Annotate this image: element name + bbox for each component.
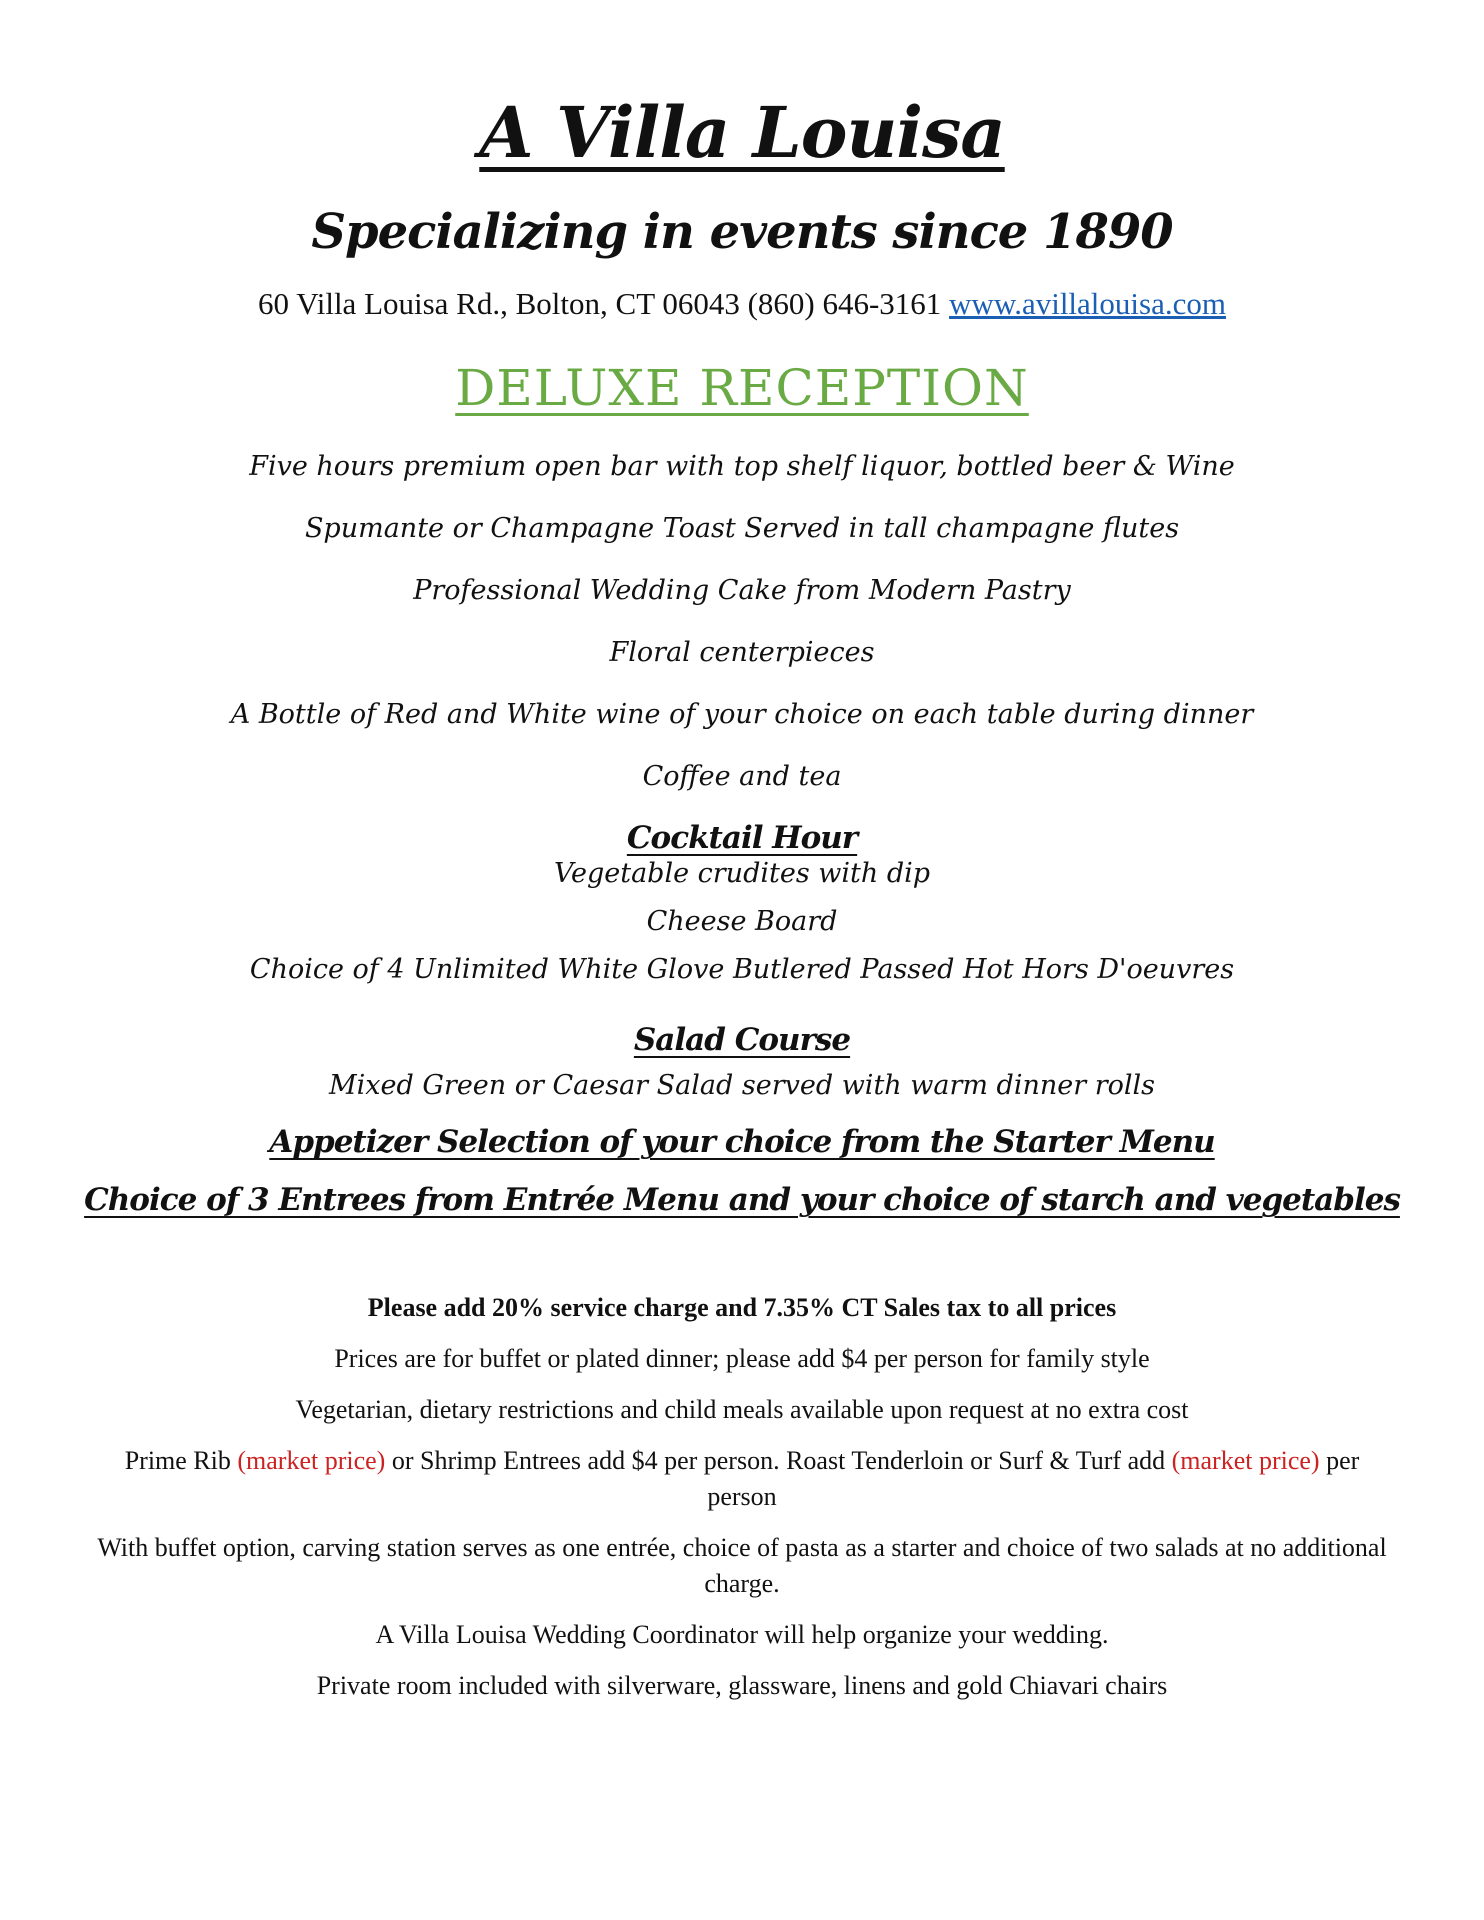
website-link[interactable]: www.avillalouisa.com bbox=[949, 286, 1226, 321]
dietary-note: Vegetarian, dietary restrictions and child meals available upon request at no extra cost bbox=[295, 1395, 1189, 1424]
service-charge-note: Please add 20% service charge and 7.35% CT Sales tax to all prices bbox=[367, 1293, 1117, 1322]
inclusion-item: Coffee and tea bbox=[642, 761, 842, 792]
entree-pricing-note bbox=[90, 1443, 1394, 1515]
cocktail-item: Cheese Board bbox=[646, 906, 838, 937]
salad-course-heading bbox=[0, 1020, 1484, 1060]
salad-item: Mixed Green or Caesar Salad served with warm dinner rolls bbox=[328, 1070, 1156, 1101]
venue-title bbox=[0, 88, 1484, 178]
cocktail-hour-heading bbox=[0, 818, 1484, 858]
market-price-label: (market price) bbox=[237, 1446, 386, 1475]
entree-selection-text: Choice of 3 Entrees from Entrée Menu and your choice of starch and vegetables bbox=[84, 1182, 1400, 1218]
salad-course-heading-text: Salad Course bbox=[633, 1022, 851, 1058]
cocktail-item: Choice of 4 Unlimited White Glove Butlered Passed Hot Hors D'oeuvres bbox=[249, 954, 1235, 985]
pricing-text: Prime Rib bbox=[124, 1446, 238, 1475]
package-title bbox=[0, 356, 1484, 420]
market-price-label: (market price) bbox=[1171, 1446, 1320, 1475]
cocktail-hour-heading-text: Cocktail Hour bbox=[626, 820, 858, 856]
appetizer-selection-text: Appetizer Selection of your choice from the Starter Menu bbox=[269, 1124, 1215, 1160]
venue-title-text: A Villa Louisa bbox=[479, 91, 1005, 174]
inclusion-item: Floral centerpieces bbox=[609, 637, 875, 668]
package-title-text: DELUXE RECEPTION bbox=[455, 359, 1029, 417]
coordinator-note: A Villa Louisa Wedding Coordinator will help organize your wedding. bbox=[375, 1620, 1109, 1649]
family-style-note: Prices are for buffet or plated dinner; please add $4 per person for family style bbox=[334, 1344, 1150, 1373]
buffet-note: With buffet option, carving station serves as one entrée, choice of pasta as a starter and choice of two salads at no additional charge. bbox=[97, 1533, 1387, 1598]
inclusion-item: A Bottle of Red and White wine of your choice on each table during dinner bbox=[230, 699, 1254, 730]
private-room-note: Private room included with silverware, glassware, linens and gold Chiavari chairs bbox=[316, 1671, 1168, 1700]
venue-address: 60 Villa Louisa Rd., Bolton, CT 06043 (860) 646-3161 bbox=[258, 286, 942, 321]
pricing-text: or Shrimp Entrees add $4 per person. Roast Tenderloin or Surf & Turf add bbox=[385, 1446, 1172, 1475]
pricing-text: per person bbox=[707, 1446, 1360, 1511]
venue-tagline: Specializing in events since 1890 bbox=[311, 204, 1173, 260]
inclusion-item: Five hours premium open bar with top shelf liquor, bottled beer & Wine bbox=[249, 451, 1235, 482]
inclusion-item: Professional Wedding Cake from Modern Pastry bbox=[413, 575, 1071, 606]
cocktail-item: Vegetable crudites with dip bbox=[553, 858, 931, 889]
inclusion-item: Spumante or Champagne Toast Served in tall champagne flutes bbox=[304, 513, 1180, 544]
appetizer-selection bbox=[0, 1122, 1484, 1162]
entree-selection bbox=[0, 1180, 1484, 1220]
venue-contact bbox=[0, 284, 1484, 324]
